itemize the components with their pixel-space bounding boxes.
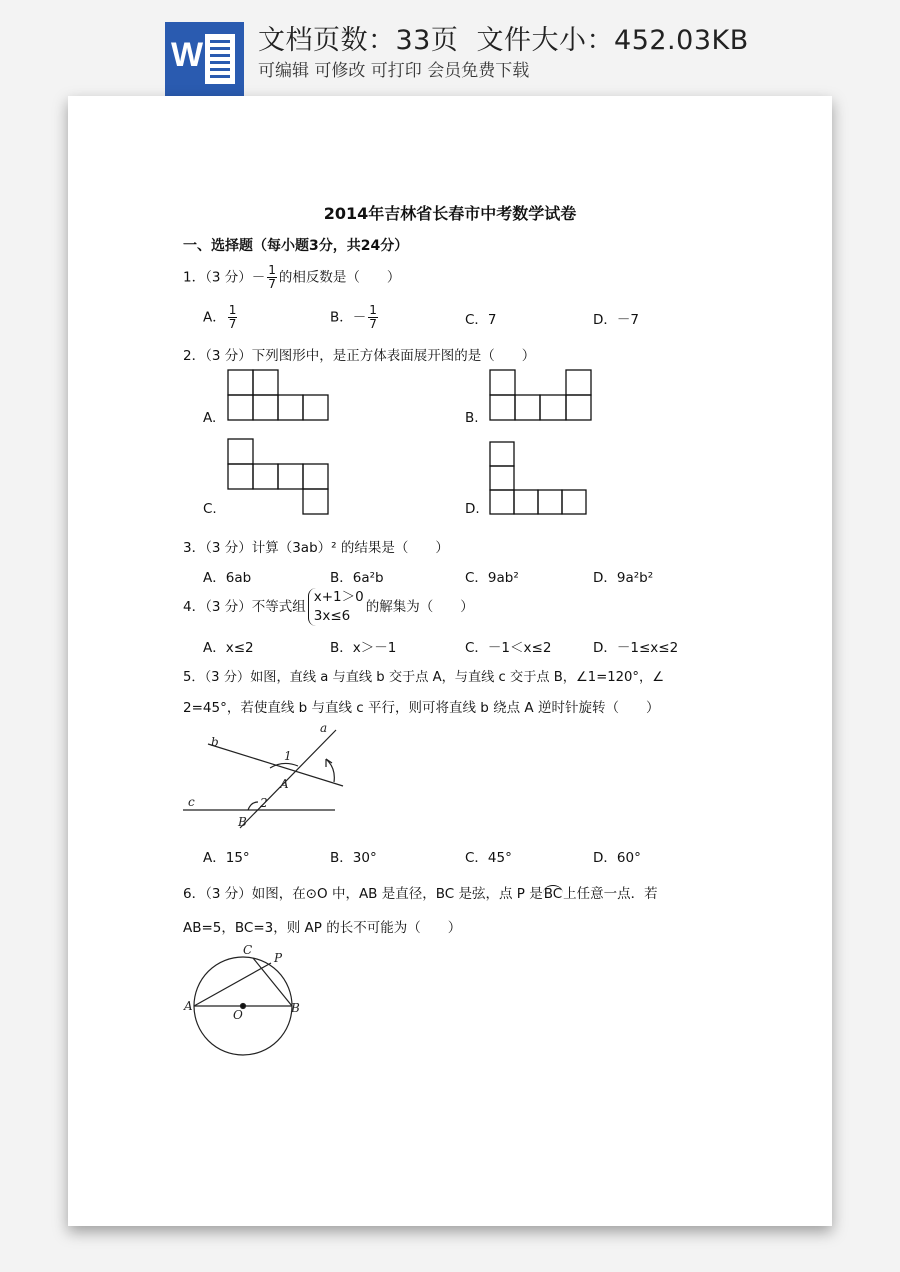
- section-heading: 一、选择题（每小题3分，共24分）: [183, 238, 409, 254]
- fig6-label-C: C: [243, 943, 253, 957]
- cube-net-b: [490, 370, 591, 420]
- q1-option-c: C．7: [465, 312, 497, 328]
- question-6-line-2: AB=5，BC=3，则 AP 的长不可能为（ ）: [183, 920, 462, 936]
- fig5-label-c: c: [188, 795, 195, 809]
- word-letter: W: [171, 36, 204, 74]
- q2-option-b-label: B.: [465, 410, 479, 426]
- q6-circle-figure: [194, 957, 292, 1055]
- q1-suffix: 的相反数是（ ）: [278, 269, 401, 286]
- document-page: [68, 96, 832, 1226]
- q1-fraction: $\frac{1}{7}$: [268, 263, 276, 291]
- cube-net-d: [490, 442, 586, 514]
- inequality-system: x+1＞0 3x≤6: [308, 588, 364, 626]
- question-4: 4．（3 分）不等式组x+1＞0 3x≤6的解集为（ ）: [183, 589, 474, 624]
- file-info-header: [0, 0, 900, 98]
- question-3: 3．（3 分）计算（3ab）² 的结果是（ ）: [183, 540, 449, 556]
- fig5-label-b: b: [211, 735, 219, 749]
- q2-option-a-label: A.: [203, 410, 217, 426]
- cube-net-a: [228, 370, 328, 420]
- fig6-label-A: A: [184, 999, 193, 1013]
- fig5-label-B: B: [238, 815, 247, 829]
- word-document-icon: [165, 22, 244, 96]
- question-2: 2．（3 分）下列图形中，是正方体表面展开图的是（ ）: [183, 348, 536, 364]
- q1-option-a: A． $\frac{1}{7}$: [203, 303, 237, 331]
- fig5-label-a: a: [320, 721, 328, 735]
- fig5-label-2: 2: [260, 796, 268, 810]
- q2-option-c-label: C.: [203, 501, 217, 517]
- q5-option-b: B．30°: [330, 850, 377, 866]
- q2-option-d-label: D.: [465, 501, 480, 517]
- q5-angle-figure: [183, 730, 343, 828]
- q1-option-d: D．－7: [593, 312, 639, 328]
- q3-option-b: B．6a²b: [330, 570, 384, 586]
- q5-option-c: C．45°: [465, 850, 512, 866]
- cube-net-c: [228, 439, 328, 514]
- fig6-label-P: P: [274, 951, 283, 965]
- q5-option-d: D．60°: [593, 850, 641, 866]
- file-stats: 文档页数：33页 文件大小：452.03KB: [258, 25, 749, 56]
- q4-option-d: D．－1≤x≤2: [593, 640, 679, 656]
- q4-option-a: A．x≤2: [203, 640, 254, 656]
- question-5-line-2: 2=45°，若使直线 b 与直线 c 平行，则可将直线 b 绕点 A 逆时针旋转（ ）: [183, 700, 660, 716]
- cube-net-figures: [68, 96, 832, 1226]
- page-lines-icon: [205, 34, 235, 84]
- fig6-label-B: B: [291, 1001, 300, 1015]
- file-permissions: 可编辑 可修改 可打印 会员免费下载: [258, 61, 530, 81]
- question-5-line-1: 5．（3 分）如图，直线 a 与直线 b 交于点 A，与直线 c 交于点 B，∠1=120°，∠: [183, 670, 665, 685]
- q1-prefix: 1．（3 分）－: [183, 269, 266, 286]
- arc-bc: BC: [543, 886, 563, 902]
- exam-title: 2014年吉林省长春市中考数学试卷: [323, 204, 577, 223]
- segment-ap: [194, 963, 271, 1006]
- angle-2-arc: [248, 802, 258, 810]
- q3-option-c: C．9ab²: [465, 570, 519, 586]
- q5-option-a: A．15°: [203, 850, 250, 866]
- q4-option-c: C．－1＜x≤2: [465, 640, 552, 656]
- fig5-label-A: A: [280, 777, 289, 791]
- question-6-line-1: 6．（3 分）如图，在⊙O 中，AB 是直径，BC 是弦，点 P 是BC上任意一点．若: [183, 886, 658, 902]
- q4-option-b: B．x＞－1: [330, 640, 397, 656]
- fig5-label-1: 1: [284, 749, 292, 763]
- q3-option-a: A．6ab: [203, 570, 252, 586]
- q3-option-d: D．9a²b²: [593, 570, 654, 586]
- fig6-label-O: O: [233, 1008, 243, 1022]
- q1-option-b: B．－ $\frac{1}{7}$: [330, 303, 377, 331]
